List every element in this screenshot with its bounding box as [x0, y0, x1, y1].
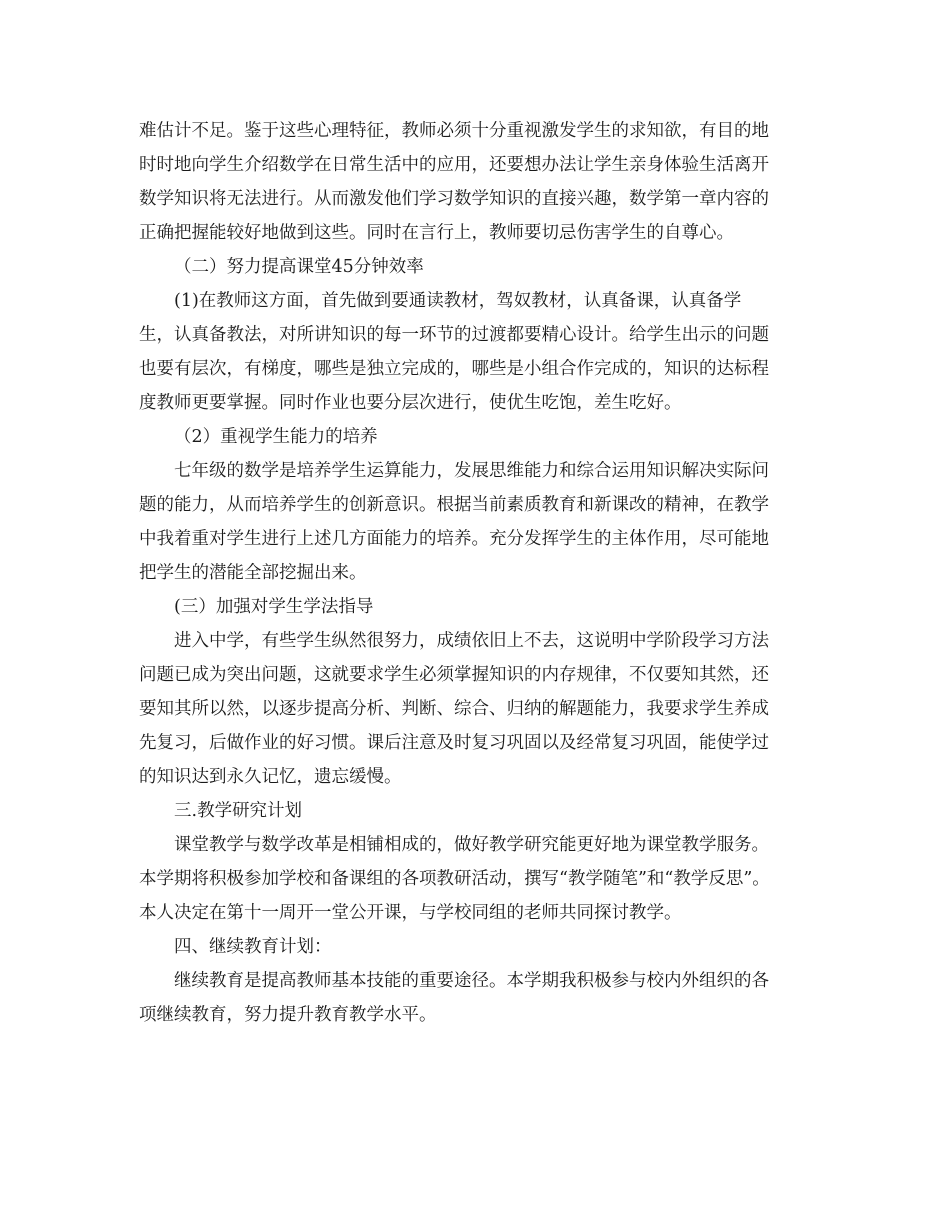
text-line: 难估计不足。鉴于这些心理特征，教师必须十分重视激发学生的求知欲，有目的地	[139, 121, 769, 141]
text-line: 生，认真备教法，对所讲知识的每一环节的过渡都要精心设计。给学生出示的问题	[139, 325, 769, 345]
text-line: 本人决定在第十一周开一堂公开课，与学校同组的老师共同探讨教学。	[139, 903, 682, 923]
text-line: 要知其所以然，以逐步提高分析、判断、综合、归纳的解题能力，我要求学生养成	[139, 699, 769, 719]
text-line: 中我着重对学生进行上述几方面能力的培养。充分发挥学生的主体作用，尽可能地	[139, 529, 769, 549]
section-heading: （二）努力提高课堂45分钟效率	[174, 257, 424, 277]
text-line: (1)在教师这方面，首先做到要通读教材，驾奴教材，认真备课，认真备学	[174, 291, 742, 311]
text-line: 进入中学，有些学生纵然很努力，成绩依旧上不去，这说明中学阶段学习方法	[174, 631, 769, 651]
text-line: 数学知识将无法进行。从而激发他们学习数学知识的直接兴趣，数学第一章内容的	[139, 189, 769, 209]
document-body	[139, 114, 819, 1032]
text-line: 七年级的数学是培养学生运算能力，发展思维能力和综合运用知识解决实际问	[174, 461, 769, 481]
text-line: 题的能力，从而培养学生的创新意识。根据当前素质教育和新课改的精神，在教学	[139, 495, 769, 515]
text-line: 问题已成为突出问题，这就要求学生必须掌握知识的内存规律，不仅要知其然，还	[139, 665, 769, 685]
section-heading: 三.教学研究计划	[174, 801, 303, 821]
text-line: 把学生的潜能全部挖掘出来。	[139, 563, 367, 583]
text-line: 项继续教育，努力提升教育教学水平。	[139, 1005, 437, 1025]
text-line: 先复习，后做作业的好习惯。课后注意及时复习巩固以及经常复习巩固，能使学过	[139, 733, 769, 753]
text-line: 正确把握能较好地做到这些。同时在言行上，教师要切忌伤害学生的自尊心。	[139, 223, 734, 243]
text-line: 本学期将积极参加学校和备课组的各项教研活动，撰写“教学随笔”和“教学反思”。	[139, 869, 770, 889]
text-line: 继续教育是提高教师基本技能的重要途径。本学期我积极参与校内外组织的各	[174, 971, 769, 991]
text-line: 度教师更要掌握。同时作业也要分层次进行，使优生吃饱，差生吃好。	[139, 393, 682, 413]
text-line: 课堂教学与数学改革是相铺相成的，做好教学研究能更好地为课堂教学服务。	[174, 835, 769, 855]
section-heading: 四、继续教育计划：	[174, 937, 332, 957]
text-line: 也要有层次，有梯度，哪些是独立完成的，哪些是小组合作完成的，知识的达标程	[139, 359, 769, 379]
section-heading: （2）重视学生能力的培养	[174, 427, 378, 447]
section-heading: (三）加强对学生学法指导	[174, 597, 374, 617]
text-line: 时时地向学生介绍数学在日常生活中的应用，还要想办法让学生亲身体验生活离开	[139, 155, 769, 175]
text-line: 的知识达到永久记忆，遗忘缓慢。	[139, 767, 402, 787]
